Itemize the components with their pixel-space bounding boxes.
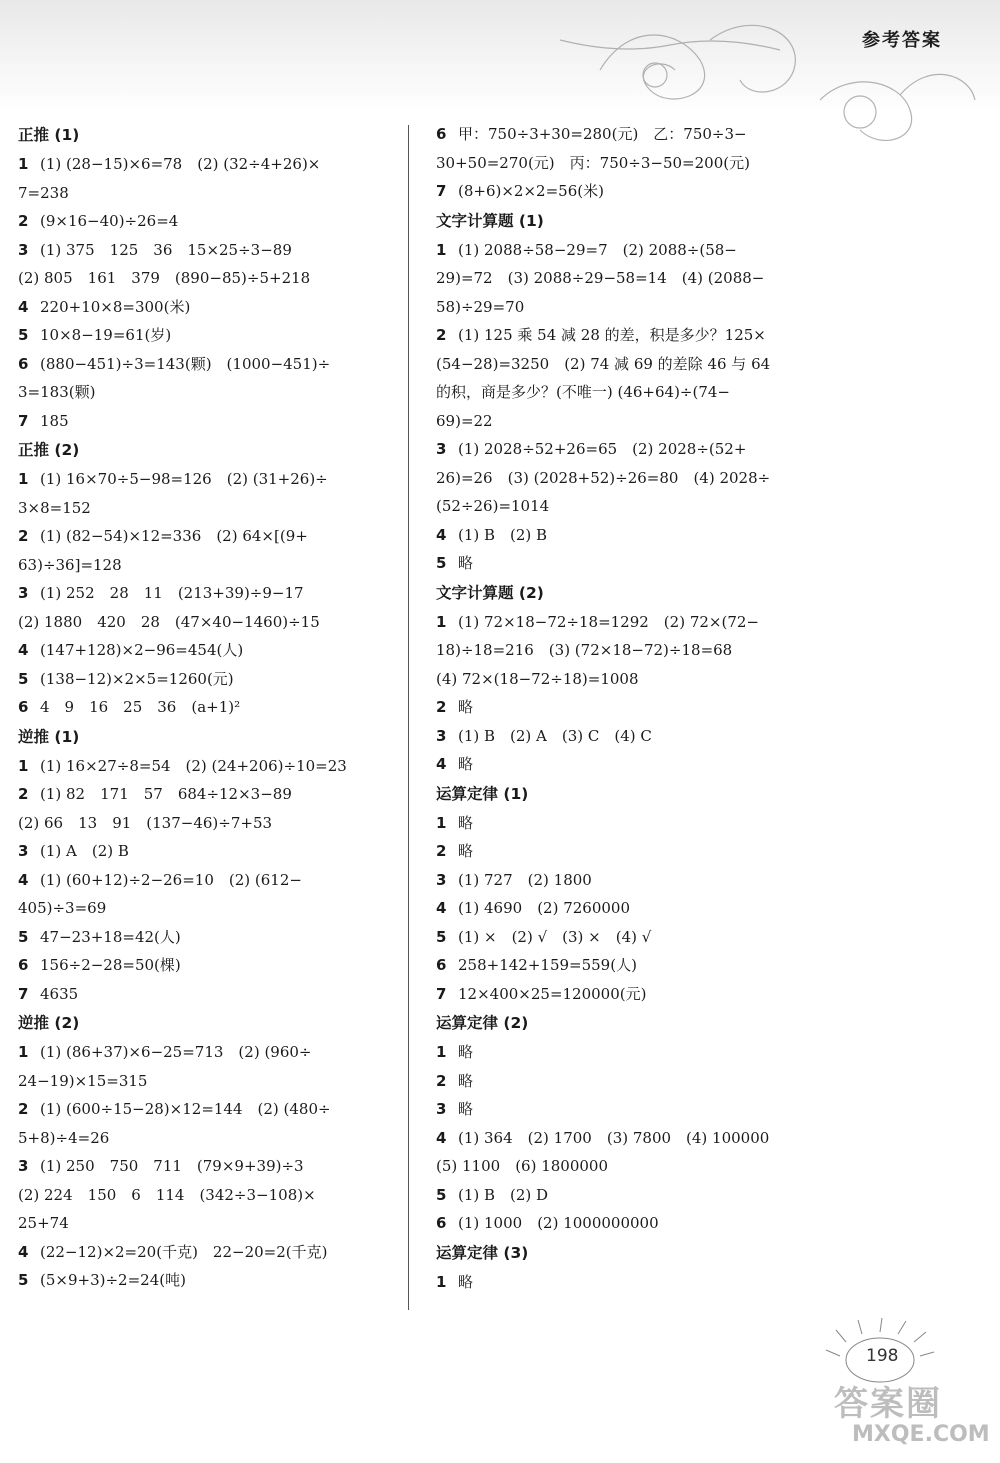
answer-line bbox=[18, 866, 396, 895]
answer-line bbox=[436, 665, 814, 694]
answer-line bbox=[18, 150, 396, 179]
section-title: 运算定律 (3) bbox=[436, 1243, 529, 1262]
answer-line bbox=[18, 522, 396, 551]
question-number: 1 bbox=[436, 813, 447, 832]
answer-line bbox=[436, 293, 814, 322]
question-number: 1 bbox=[436, 1272, 447, 1291]
answer-text: 47−23+18=42(人) bbox=[40, 927, 181, 946]
header-title: 参考答案 bbox=[862, 30, 942, 51]
question-number: 1 bbox=[18, 756, 29, 775]
section-title: 文字计算题 (2) bbox=[436, 583, 544, 602]
answer-line bbox=[18, 693, 396, 722]
question-number: 4 bbox=[18, 870, 29, 889]
question-number: 5 bbox=[18, 927, 29, 946]
answer-text: 3×8=152 bbox=[18, 498, 91, 517]
answer-text: (2) 224 150 6 114 (342÷3−108)× bbox=[18, 1185, 316, 1204]
answer-text: (9×16−40)÷26=4 bbox=[40, 212, 179, 230]
answer-text: 69)=22 bbox=[436, 411, 493, 430]
answer-line bbox=[18, 179, 396, 208]
question-number: 2 bbox=[18, 527, 29, 545]
question-number: 4 bbox=[436, 899, 447, 917]
question-number: 6 bbox=[436, 1214, 447, 1232]
answer-text: 185 bbox=[40, 411, 69, 430]
answer-line bbox=[436, 549, 814, 578]
question-number: 4 bbox=[436, 755, 447, 773]
answer-text: 略 bbox=[458, 554, 474, 572]
answer-line bbox=[18, 293, 396, 322]
answer-text: (1) 252 28 11 (213+39)÷9−17 bbox=[40, 584, 304, 602]
answer-text: 12×400×25=120000(元) bbox=[458, 984, 647, 1003]
question-number: 1 bbox=[436, 1043, 447, 1061]
question-number: 4 bbox=[18, 641, 29, 659]
answer-line bbox=[18, 1152, 396, 1181]
answer-line bbox=[18, 350, 396, 379]
question-number: 6 bbox=[18, 698, 29, 716]
answer-line bbox=[436, 837, 814, 866]
answer-line bbox=[436, 1181, 814, 1210]
question-number: 4 bbox=[18, 297, 29, 316]
answer-text: 24−19)×15=315 bbox=[18, 1071, 148, 1090]
answer-text: 156÷2−28=50(棵) bbox=[40, 956, 181, 974]
answer-line bbox=[436, 1038, 814, 1067]
answer-text: (5) 1100 (6) 1800000 bbox=[436, 1157, 609, 1175]
answer-line bbox=[18, 1238, 396, 1267]
answer-line bbox=[436, 1067, 814, 1096]
answer-text: (1) × (2) √ (3) × (4) √ bbox=[458, 927, 652, 946]
question-number: 7 bbox=[436, 984, 447, 1003]
question-number: 1 bbox=[18, 155, 29, 173]
question-number: 5 bbox=[436, 927, 447, 946]
answer-text: 4 9 16 25 36 (a+1)² bbox=[40, 698, 241, 716]
answer-text: 58)÷29=70 bbox=[436, 297, 525, 316]
question-number: 1 bbox=[436, 240, 447, 259]
answer-line bbox=[18, 752, 396, 781]
answer-text: (1) A (2) B bbox=[40, 842, 129, 860]
answer-line bbox=[436, 492, 814, 521]
answer-text: (2) 805 161 379 (890−85)÷5+218 bbox=[18, 269, 311, 287]
answer-text: (1) 16×70÷5−98=126 (2) (31+26)÷ bbox=[40, 470, 328, 488]
answer-text: 甲：750÷3+30=280(元) 乙：750÷3− bbox=[458, 125, 747, 143]
answer-text: 略 bbox=[458, 1272, 474, 1291]
question-number: 4 bbox=[436, 525, 447, 544]
answer-line bbox=[18, 579, 396, 608]
answer-line bbox=[436, 608, 814, 637]
answer-text: 略 bbox=[458, 698, 474, 716]
answer-text: 405)÷3=69 bbox=[18, 899, 107, 917]
answer-text: 略 bbox=[458, 1100, 474, 1118]
section-title: 运算定律 (2) bbox=[436, 1014, 529, 1032]
answer-line bbox=[436, 951, 814, 980]
answer-line bbox=[436, 866, 814, 895]
question-number: 2 bbox=[18, 212, 29, 230]
answer-text: (880−451)÷3=143(颗) (1000−451)÷ bbox=[40, 354, 331, 373]
question-number: 2 bbox=[436, 698, 447, 716]
answer-line bbox=[18, 465, 396, 494]
answer-line bbox=[436, 407, 814, 436]
answer-line bbox=[18, 321, 396, 350]
answer-line bbox=[18, 1266, 396, 1295]
answer-text: 18)÷18=216 (3) (72×18−72)÷18=68 bbox=[436, 641, 733, 659]
question-number: 5 bbox=[436, 554, 447, 572]
question-number: 5 bbox=[436, 1185, 447, 1204]
answer-text: (1) (600÷15−28)×12=144 (2) (480÷ bbox=[40, 1100, 331, 1118]
answer-text: 30+50=270(元) 丙：750÷3−50=200(元) bbox=[436, 153, 750, 172]
answer-text: (2) 1880 420 28 (47×40−1460)÷15 bbox=[18, 612, 320, 631]
section-title: 运算定律 (1) bbox=[436, 784, 529, 803]
answer-line bbox=[436, 923, 814, 952]
answer-text: (1) 1000 (2) 1000000000 bbox=[458, 1214, 659, 1232]
answer-text: (1) 375 125 36 15×25÷3−89 bbox=[40, 240, 292, 259]
right-column bbox=[436, 120, 814, 1296]
answer-line bbox=[436, 521, 814, 550]
answer-text: (22−12)×2=20(千克) 22−20=2(千克) bbox=[40, 1242, 328, 1261]
question-number: 1 bbox=[436, 612, 447, 631]
question-number: 6 bbox=[18, 354, 29, 373]
question-number: 2 bbox=[436, 842, 447, 860]
answer-line bbox=[18, 837, 396, 866]
answer-text: 220+10×8=300(米) bbox=[40, 297, 191, 316]
answer-text: (1) 2028÷52+26=65 (2) 2028÷(52+ bbox=[458, 440, 747, 458]
question-number: 1 bbox=[18, 470, 29, 488]
section-title: 逆推 (2) bbox=[18, 1014, 80, 1032]
question-number: 3 bbox=[18, 842, 29, 860]
answer-line bbox=[18, 809, 396, 838]
section-title: 正推 (1) bbox=[18, 126, 80, 144]
answer-line bbox=[18, 1209, 396, 1238]
answer-text: (1) 4690 (2) 7260000 bbox=[458, 899, 631, 917]
answer-line bbox=[436, 120, 814, 149]
answer-text: 7=238 bbox=[18, 183, 69, 202]
answer-text: 29)=72 (3) 2088÷29−58=14 (4) (2088− bbox=[436, 269, 765, 287]
answer-text: (5×9+3)÷2=24(吨) bbox=[40, 1271, 186, 1289]
answer-line bbox=[436, 636, 814, 665]
column-divider bbox=[408, 125, 409, 1310]
answer-text: 略 bbox=[458, 755, 474, 773]
answer-line bbox=[436, 1124, 814, 1153]
answer-text: (1) 364 (2) 1700 (3) 7800 (4) 100000 bbox=[458, 1128, 770, 1147]
answer-text: (54−28)=3250 (2) 74 减 69 的差除 46 与 64 bbox=[436, 354, 771, 373]
answer-text: 10×8−19=61(岁) bbox=[40, 326, 172, 344]
answer-text: (138−12)×2×5=1260(元) bbox=[40, 669, 234, 688]
question-number: 3 bbox=[436, 870, 447, 889]
answer-text: (1) 250 750 711 (79×9+39)÷3 bbox=[40, 1157, 304, 1175]
answer-line bbox=[18, 207, 396, 236]
answer-line bbox=[18, 236, 396, 265]
question-number: 4 bbox=[18, 1242, 29, 1261]
answer-line bbox=[18, 1095, 396, 1124]
answer-line bbox=[18, 894, 396, 923]
answer-text: 4635 bbox=[40, 984, 79, 1003]
answer-line bbox=[18, 951, 396, 980]
question-number: 7 bbox=[18, 411, 29, 430]
answer-text: (1) B (2) B bbox=[458, 525, 548, 544]
section-title: 文字计算题 (1) bbox=[436, 211, 544, 230]
left-column bbox=[18, 120, 396, 1295]
question-number: 3 bbox=[18, 584, 29, 602]
answer-line bbox=[18, 1181, 396, 1210]
answer-line bbox=[436, 264, 814, 293]
answer-text: (1) (28−15)×6=78 (2) (32÷4+26)× bbox=[40, 155, 321, 173]
answer-text: (1) 2088÷58−29=7 (2) 2088÷(58− bbox=[458, 240, 737, 259]
question-number: 3 bbox=[18, 1157, 29, 1175]
question-number: 2 bbox=[436, 326, 447, 344]
answer-text: (1) 16×27÷8=54 (2) (24+206)÷10=23 bbox=[40, 756, 347, 775]
answer-text: 5+8)÷4=26 bbox=[18, 1128, 110, 1147]
question-number: 7 bbox=[436, 182, 447, 200]
answer-line bbox=[436, 378, 814, 407]
answer-text: (1) (86+37)×6−25=713 (2) (960÷ bbox=[40, 1043, 312, 1061]
watermark-url: MXQE.COM bbox=[852, 1422, 990, 1447]
answer-text: 略 bbox=[458, 1071, 474, 1090]
answer-line bbox=[18, 1038, 396, 1067]
question-number: 3 bbox=[18, 240, 29, 259]
answer-line bbox=[436, 693, 814, 722]
question-number: 6 bbox=[436, 956, 447, 974]
answer-line bbox=[436, 435, 814, 464]
answer-text: 26)=26 (3) (2028+52)÷26=80 (4) 2028÷ bbox=[436, 468, 771, 487]
question-number: 1 bbox=[18, 1043, 29, 1061]
question-number: 6 bbox=[436, 125, 447, 143]
answer-text: (1) (60+12)÷2−26=10 (2) (612− bbox=[40, 870, 302, 889]
answer-text: 258+142+159=559(人) bbox=[458, 956, 637, 974]
answer-line bbox=[18, 980, 396, 1009]
answer-text: (52÷26)=1014 bbox=[436, 497, 550, 515]
section-title: 正推 (2) bbox=[18, 441, 80, 459]
answer-line bbox=[436, 980, 814, 1009]
answer-text: 3=183(颗) bbox=[18, 383, 96, 401]
answer-text: (1) 82 171 57 684÷12×3−89 bbox=[40, 785, 292, 803]
question-number: 5 bbox=[18, 326, 29, 344]
answer-line bbox=[436, 464, 814, 493]
question-number: 2 bbox=[18, 785, 29, 803]
answer-text: (147+128)×2−96=454(人) bbox=[40, 641, 244, 659]
question-number: 2 bbox=[436, 1071, 447, 1090]
answer-text: (1) 727 (2) 1800 bbox=[458, 870, 592, 889]
answer-text: 的积，商是多少？(不唯一) (46+64)÷(74− bbox=[436, 383, 730, 401]
answer-line bbox=[436, 177, 814, 206]
answer-line bbox=[18, 407, 396, 436]
section-title: 逆推 (1) bbox=[18, 727, 80, 746]
answer-line bbox=[18, 378, 396, 407]
answer-line bbox=[18, 1124, 396, 1153]
answer-line bbox=[436, 149, 814, 178]
answer-line bbox=[18, 264, 396, 293]
answer-line bbox=[436, 1095, 814, 1124]
answer-line bbox=[436, 1209, 814, 1238]
answer-text: (1) (82−54)×12=336 (2) 64×[(9+ bbox=[40, 527, 308, 545]
question-number: 2 bbox=[18, 1100, 29, 1118]
answer-line bbox=[436, 894, 814, 923]
answer-text: (2) 66 13 91 (137−46)÷7+53 bbox=[18, 813, 273, 832]
answer-line bbox=[18, 608, 396, 637]
answer-line bbox=[436, 722, 814, 751]
answer-text: (1) B (2) D bbox=[458, 1185, 549, 1204]
page-number: 198 bbox=[866, 1346, 899, 1366]
question-number: 4 bbox=[436, 1128, 447, 1147]
question-number: 5 bbox=[18, 669, 29, 688]
answer-text: (1) 72×18−72÷18=1292 (2) 72×(72− bbox=[458, 612, 759, 631]
answer-line bbox=[18, 551, 396, 580]
answer-text: (4) 72×(18−72÷18)=1008 bbox=[436, 669, 639, 688]
answer-text: 略 bbox=[458, 842, 474, 860]
question-number: 5 bbox=[18, 1271, 29, 1289]
answer-text: 25+74 bbox=[18, 1214, 69, 1232]
answer-line bbox=[436, 809, 814, 838]
question-number: 3 bbox=[436, 726, 447, 745]
answer-line bbox=[436, 1268, 814, 1297]
question-number: 6 bbox=[18, 956, 29, 974]
answer-text: 63)÷36]=128 bbox=[18, 555, 122, 574]
answer-line bbox=[18, 780, 396, 809]
question-number: 3 bbox=[436, 1100, 447, 1118]
answer-line bbox=[18, 665, 396, 694]
answer-line bbox=[436, 236, 814, 265]
answer-line bbox=[436, 321, 814, 350]
answer-line bbox=[18, 923, 396, 952]
answer-text: (1) B (2) A (3) C (4) C bbox=[458, 726, 652, 745]
answer-line bbox=[18, 1067, 396, 1096]
question-number: 3 bbox=[436, 440, 447, 458]
answer-line bbox=[18, 494, 396, 523]
answer-text: (8+6)×2×2=56(米) bbox=[458, 182, 604, 200]
watermark-logo: 答案圈 bbox=[834, 1384, 942, 1424]
answer-text: 略 bbox=[458, 813, 474, 832]
answer-line bbox=[436, 750, 814, 779]
answer-line bbox=[18, 636, 396, 665]
answer-text: (1) 125 乘 54 减 28 的差，积是多少？125× bbox=[458, 326, 766, 344]
question-number: 7 bbox=[18, 984, 29, 1003]
answer-line bbox=[436, 350, 814, 379]
answer-text: 略 bbox=[458, 1043, 474, 1061]
answer-line bbox=[436, 1152, 814, 1181]
